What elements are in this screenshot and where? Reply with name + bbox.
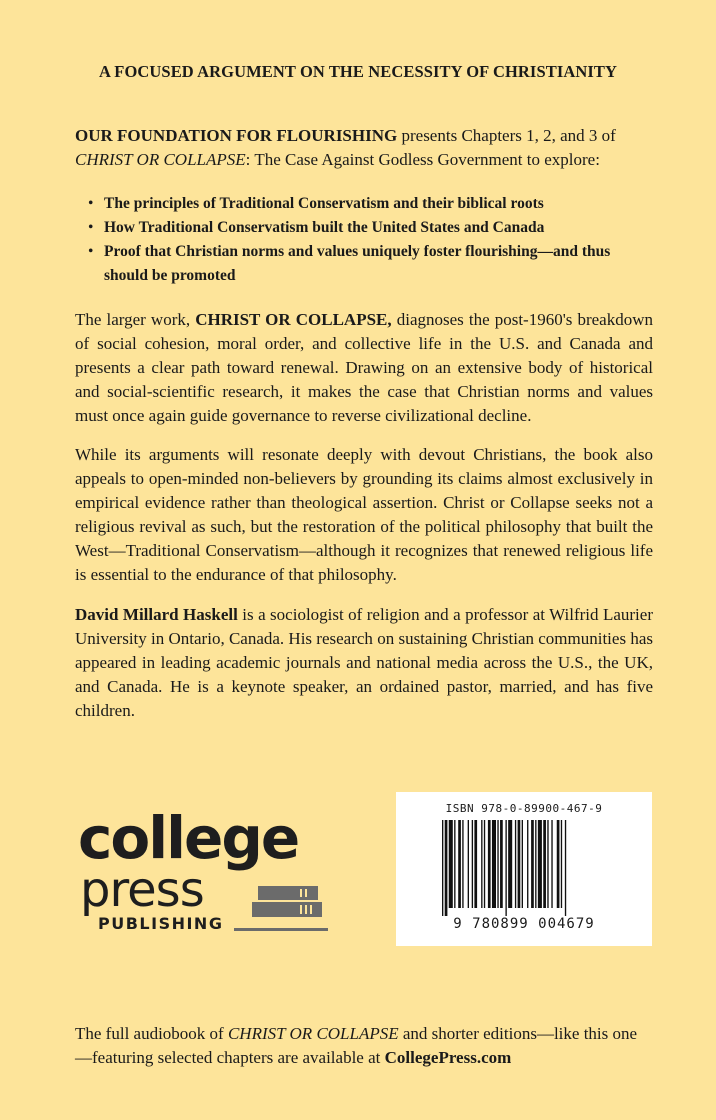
barcode-bar <box>468 820 469 908</box>
publisher-logo <box>78 806 338 936</box>
logo-college-text: college <box>78 804 299 872</box>
footer-text-2: and shorter editions—like this one—featuring selected chapters are available at <box>75 1024 638 1067</box>
barcode-bar <box>449 820 453 908</box>
logo-press-text: press <box>80 862 204 918</box>
barcode-bar <box>518 820 521 908</box>
barcode-bar <box>497 820 498 908</box>
isbn-barcode <box>396 792 652 946</box>
bullet-text: How Traditional Conservatism built the United States and Canada <box>104 219 545 236</box>
author-bio-text: is a sociologist of religion and a professor at Wilfrid Laurier University in Ontario, Canada. His research on sustaining Christian communities has appeared in leading academic journals and national media across the U.S., the UK, and Canada. He is a keynote speaker, an ordained pastor, married, and has five children. <box>75 605 653 720</box>
bullet-item <box>88 216 648 240</box>
cover-heading: A FOCUSED ARGUMENT ON THE NECESSITY OF CHRISTIANITY <box>98 62 618 81</box>
audience-paragraph: While its arguments will resonate deeply with devout Christians, the book also appeals to open-minded non-believers by grounding its claims almost exclusively in empirical evidence rather than theological assertion. Christ or Collapse seeks not a religious revival as such, but the restoration of the political philosophy that built the West—Traditional Conservatism—although it recognizes that renewed religious life is essential to the endurance of that philosophy. <box>75 445 653 584</box>
barcode-bar <box>535 820 536 908</box>
bullet-item <box>88 192 648 216</box>
intro-paragraph <box>75 124 653 172</box>
barcode-bars <box>442 820 606 916</box>
barcode-bar <box>442 820 443 916</box>
bullet-glyph: • <box>88 243 94 260</box>
logo-publishing-text: PUBLISHING <box>98 914 224 933</box>
barcode-bar <box>472 820 473 908</box>
barcode-bar <box>484 820 485 908</box>
topic-bullet-list <box>88 192 648 288</box>
barcode-bar <box>531 820 534 908</box>
barcode-bar <box>561 820 562 908</box>
intro-text-1: presents Chapters 1, 2, and 3 of <box>397 126 616 145</box>
author-bio-paragraph <box>75 603 653 723</box>
barcode-bar <box>500 820 503 908</box>
barcode-bar <box>492 820 496 908</box>
barcode-bar <box>445 820 448 916</box>
barcode-bar <box>474 820 477 908</box>
barcode-bar <box>505 820 506 916</box>
author-name: David Millard Haskell <box>75 605 238 624</box>
barcode-bar <box>551 820 552 908</box>
bullet-glyph: • <box>88 219 94 236</box>
summary-book-title: CHRIST OR COLLAPSE, <box>195 310 392 329</box>
barcode-bar <box>488 820 491 908</box>
barcode-bar <box>508 820 512 908</box>
bullet-text: The principles of Traditional Conservatism and their biblical roots <box>104 195 544 212</box>
barcode-digits: 9 780899 004679 <box>453 916 595 932</box>
summary-text-1: The larger work, <box>75 310 196 329</box>
barcode-bar <box>547 820 548 908</box>
barcode-bar <box>543 820 546 908</box>
bullet-text: Proof that Christian norms and values uniquely foster flourishing—and thus should be promoted <box>104 243 611 284</box>
summary-text-2: diagnoses the post-1960's breakdown of social cohesion, moral order, and collective life in the U.S. and Canada and presents a clear path toward renewal. Drawing on an extensive body of historical and social-scientific research, it makes the case that Christian norms and values must once again guide governance to reverse civilizational decline. <box>75 310 653 425</box>
isbn-label: ISBN 978-0-89900-467-9 <box>445 802 603 815</box>
intro-book-title: CHRIST OR COLLAPSE <box>75 150 246 169</box>
barcode-bar <box>538 820 542 908</box>
barcode-bar <box>565 820 566 916</box>
barcode-bar <box>462 820 463 908</box>
barcode-bar <box>557 820 560 908</box>
intro-bold-lead: OUR FOUNDATION FOR FLOURISHING <box>75 126 398 145</box>
barcode-bar <box>515 820 516 908</box>
barcode-bar <box>522 820 523 908</box>
bullet-item <box>88 240 648 288</box>
books-icon <box>234 880 330 936</box>
barcode-bar <box>481 820 482 908</box>
footer-paragraph <box>75 1022 653 1070</box>
barcode-bar <box>454 820 455 908</box>
summary-paragraph <box>75 308 653 428</box>
footer-website: CollegePress.com <box>384 1048 512 1067</box>
barcode-bar <box>527 820 528 908</box>
barcode-bar <box>458 820 461 908</box>
bullet-glyph: • <box>88 195 94 212</box>
footer-text-1: The full audiobook of <box>75 1024 228 1043</box>
footer-book-title: CHRIST OR COLLAPSE <box>227 1024 399 1043</box>
intro-text-2: : The Case Against Godless Government to explore: <box>245 150 600 169</box>
